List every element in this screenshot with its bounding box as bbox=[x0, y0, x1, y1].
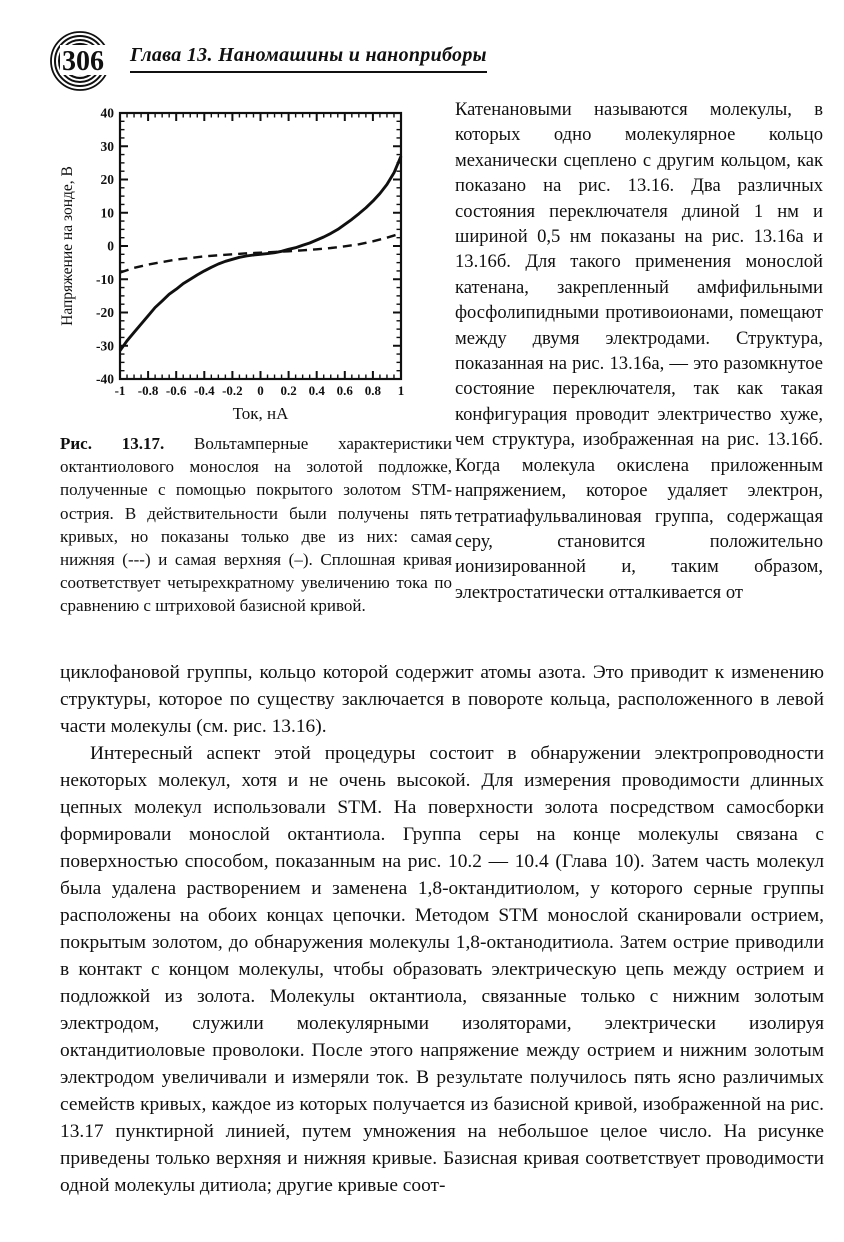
body-full-width bbox=[60, 659, 824, 1199]
x-tick-label: 0.2 bbox=[280, 383, 297, 398]
chapter-title-text: Глава 13. Наномашины и наноприборы bbox=[130, 44, 487, 73]
y-tick-label: 30 bbox=[100, 138, 114, 154]
series-lower-dashed bbox=[120, 233, 401, 272]
y-tick-label: -30 bbox=[96, 338, 114, 354]
y-axis-label: Напряжение на зонде, В bbox=[59, 166, 76, 326]
y-tick-label: -20 bbox=[96, 305, 114, 320]
x-tick-label: 1 bbox=[397, 383, 405, 398]
chapter-spiral-logo bbox=[40, 28, 124, 94]
x-tick-label: -1 bbox=[114, 383, 126, 398]
paragraph-stm-measurement: Интересный аспект этой процедуры состоит в обнаружении электропроводности некоторых молекул, хотя и не очень высокой. Для измерения проводимости длинных цепных молекул использовали STM. На поверхности золота посредством самосборки формировали монослой октантиола. Группа серы на конце молекулы связана с поверхностью способом, показанным на рис. 10.2 — 10.4 (Глава 10). Затем часть молекул была удалена растворением и заменена 1,8-октандитиолом, у которого серные группы расположены на обоих концах цепочки. Методом STM монослой сканировали острием, покрытым золотом, до обнаружения молекулы 1,8-октанодитиола. Затем острие приводили в контакт с концом молекулы, чтобы образовать электрическую цепь между острием и подложкой из золота. Молекулы октантиола, связанные только с нижним золотым электродом, служили молекулярными изоляторами, электрически изолируя октандитиоловые проволоки. После этого напряжение между острием и нижним золотым электродом увеличивали и измеряли ток. В результате получилось пять ясно различимых семейств кривых, каждое из которых получается из базисной кривой, изображенной на рис. 13.17 пунктирной линией, путем умножения на небольшое целое число. На рисунке приведены только верхняя и нижняя кривые. Базисная кривая соответствует проводимости одной молекулы дитиола; другие кривые соот- bbox=[60, 743, 824, 1196]
y-tick-label: 10 bbox=[100, 205, 114, 221]
figure-caption-text: Вольтамперные характеристики октантиолового монослоя на золотой подложке, полученные с помощью покрытого золотом STM-острия. В действительности были получены пять кривых, но показаны только две из них: самая нижняя (---) и самая верхняя (–). Сплошная кривая соответствует четырехкратному увеличению тока по сравнению с штриховой базисной кривой. bbox=[60, 434, 452, 616]
x-tick-label: -0.6 bbox=[165, 383, 187, 398]
x-tick-label: 0 bbox=[257, 383, 264, 398]
x-tick-label: -0.2 bbox=[222, 383, 243, 398]
x-tick-label: -0.4 bbox=[194, 383, 215, 398]
plot-frame bbox=[120, 113, 401, 379]
figure-13-17-chart bbox=[56, 96, 452, 430]
x-tick-label: -0.8 bbox=[137, 383, 159, 398]
page-number: 306 bbox=[62, 46, 104, 77]
x-axis-label: Ток, нА bbox=[232, 404, 289, 423]
y-tick-label: 0 bbox=[107, 238, 114, 254]
y-tick-label: 40 bbox=[100, 105, 114, 121]
figure-caption bbox=[60, 432, 452, 618]
chapter-title bbox=[130, 44, 690, 67]
y-tick-label: 20 bbox=[100, 172, 114, 187]
x-tick-label: 0.4 bbox=[308, 383, 325, 398]
figure-caption-label: Рис. 13.17. bbox=[60, 434, 165, 453]
body-right-column: Катенановыми называются молекулы, в которых одно молекулярное кольцо механически сцеплено с другим кольцом, как показано на рис. 13.16. Два различных состояния переключателя длиной 1 нм и шириной 0,5 нм показаны на рис. 13.16а и 13.16б. Для такого применения монослой катенана, закрепленный амфифильными фосфолипидными противоионами, помещают между двумя электродами. Структура, показанная на рис. 13.16а, — это разомкнутое состояние переключателя, так как такая конфигурация проводит электричество хуже, чем структура, изображенная на рис. 13.16б. Когда молекула окислена приложенным напряжением, которое удаляет электрон, тетратиафульвалиновая группа, содержащая серу, становится положительно ионизированной и, таким образом, электростатически отталкивается от bbox=[455, 99, 823, 603]
x-tick-label: 0.8 bbox=[364, 383, 382, 398]
y-tick-label: -10 bbox=[96, 271, 114, 287]
y-tick-label: -40 bbox=[96, 371, 114, 387]
paragraph-continuation: циклофановой группы, кольцо которой содержит атомы азота. Это приводит к изменению структуры, которое по существу заключается в повороте кольца, расположенного в левой части молекулы (см. рис. 13.16). bbox=[60, 662, 824, 737]
x-tick-label: 0.6 bbox=[336, 383, 353, 398]
